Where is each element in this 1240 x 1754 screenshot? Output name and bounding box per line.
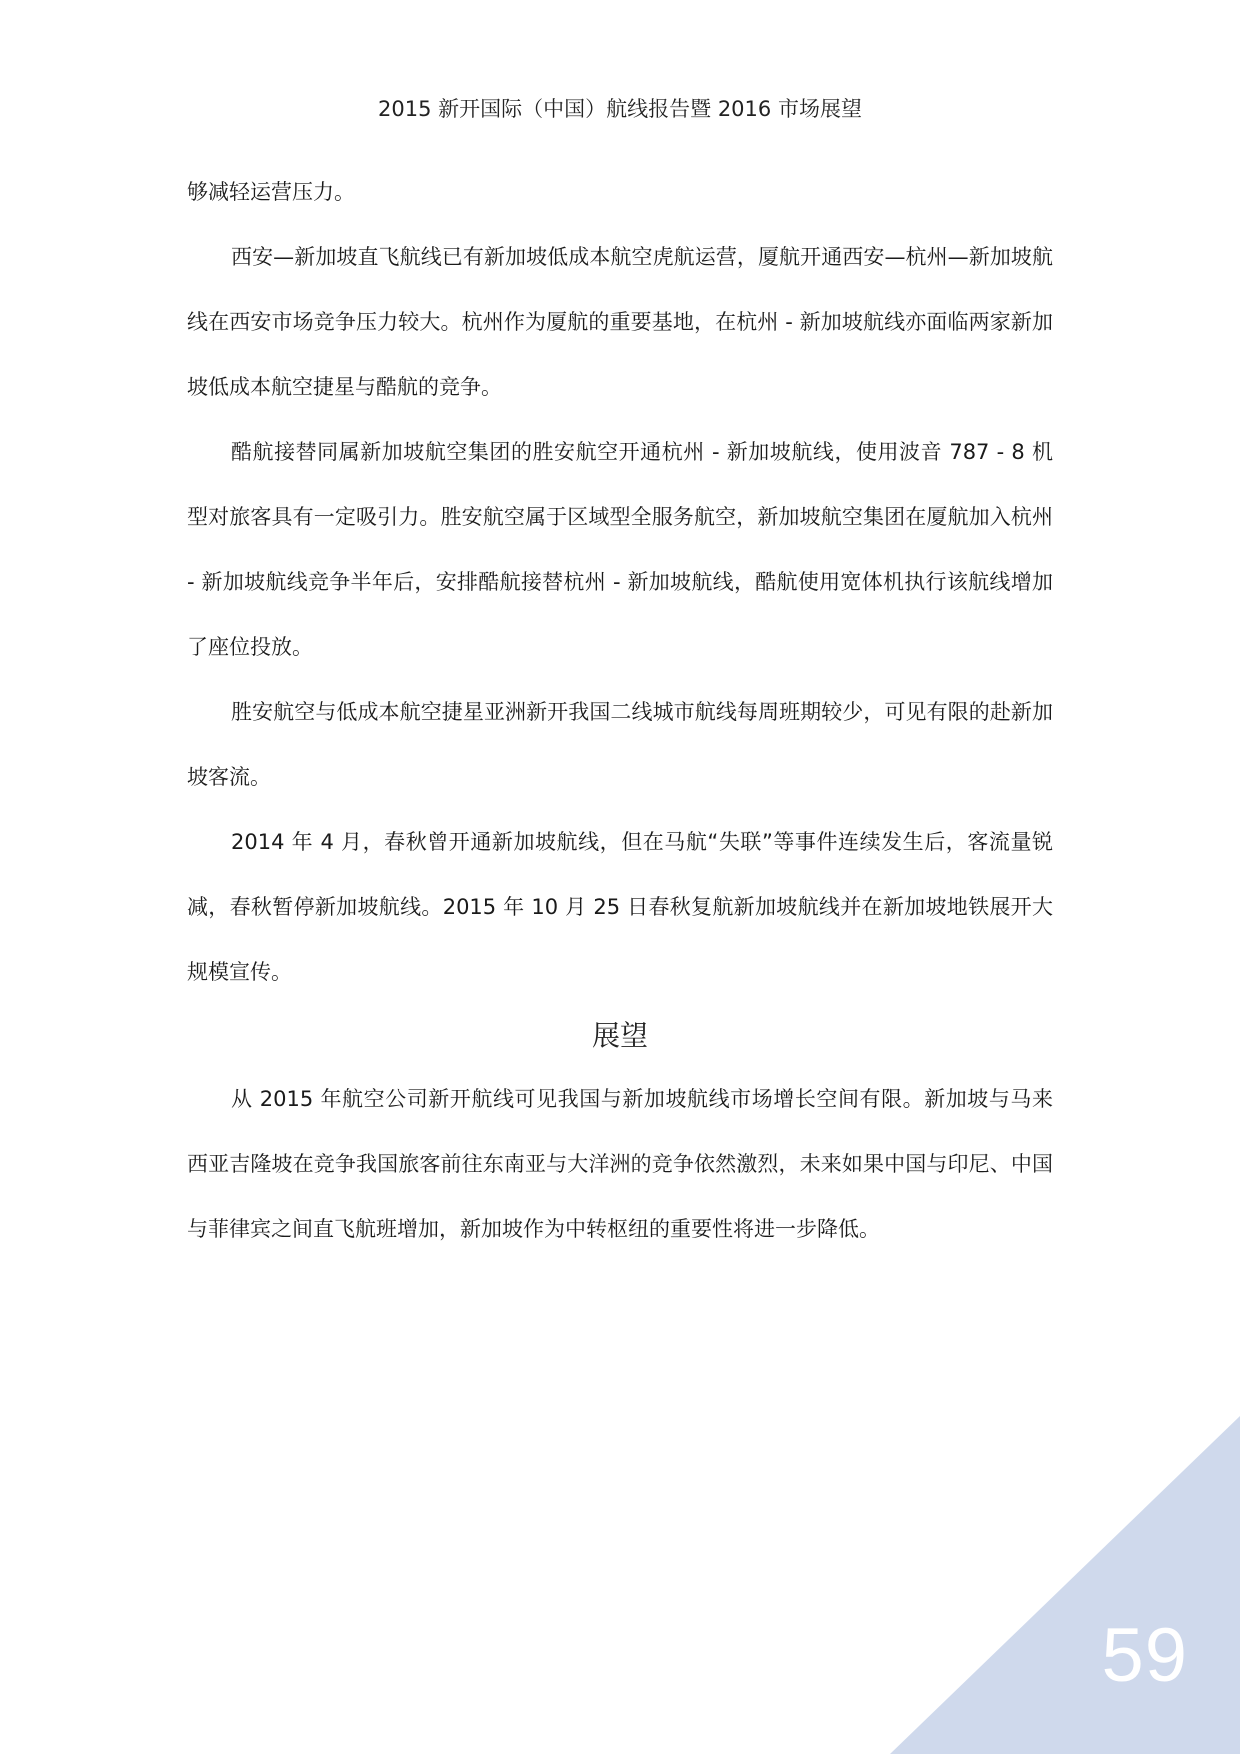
paragraph-silkair-jetstar: 胜安航空与低成本航空捷星亚洲新开我国二线城市航线每周班期较少，可见有限的赴新加坡客流。 [187, 700, 1053, 789]
body-text [187, 160, 1053, 1262]
page-number: 59 [1101, 1613, 1188, 1698]
running-header: 2015 新开国际（中国）航线报告暨 2016 市场展望 [378, 97, 862, 121]
paragraph-xian-singapore: 西安—新加坡直飞航线已有新加坡低成本航空虎航运营，厦航开通西安—杭州—新加坡航线在西安市场竞争压力较大。杭州作为厦航的重要基地，在杭州 - 新加坡航线亦面临两家新加坡低成本航空捷星与酷航的竞争。 [187, 245, 1053, 399]
paragraph-scoot-hangzhou: 酷航接替同属新加坡航空集团的胜安航空开通杭州 - 新加坡航线，使用波音 787 - 8 机型对旅客具有一定吸引力。胜安航空属于区域型全服务航空，新加坡航空集团在厦航加入杭州 - 新加坡航线竞争半年后，安排酷航接替杭州 - 新加坡航线，酷航使用宽体机执行该航线增加了座位投放。 [187, 440, 1053, 659]
paragraph-outlook: 从 2015 年航空公司新开航线可见我国与新加坡航线市场增长空间有限。新加坡与马来西亚吉隆坡在竞争我国旅客前往东南亚与大洋洲的竞争依然激烈，未来如果中国与印尼、中国与菲律宾之间直飞航班增加，新加坡作为中转枢纽的重要性将进一步降低。 [187, 1087, 1053, 1241]
paragraph-continuation: 够减轻运营压力。 [187, 180, 355, 204]
paragraph-spring-airlines: 2014 年 4 月，春秋曾开通新加坡航线，但在马航“失联”等事件连续发生后，客流量锐减，春秋暂停新加坡航线。2015 年 10 月 25 日春秋复航新加坡航线并在新加坡地铁展开大规模宣传。 [187, 830, 1053, 984]
corner-triangle [890, 1416, 1240, 1754]
corner-decoration [890, 1416, 1240, 1754]
section-heading-outlook: 展望 [591, 1019, 648, 1052]
